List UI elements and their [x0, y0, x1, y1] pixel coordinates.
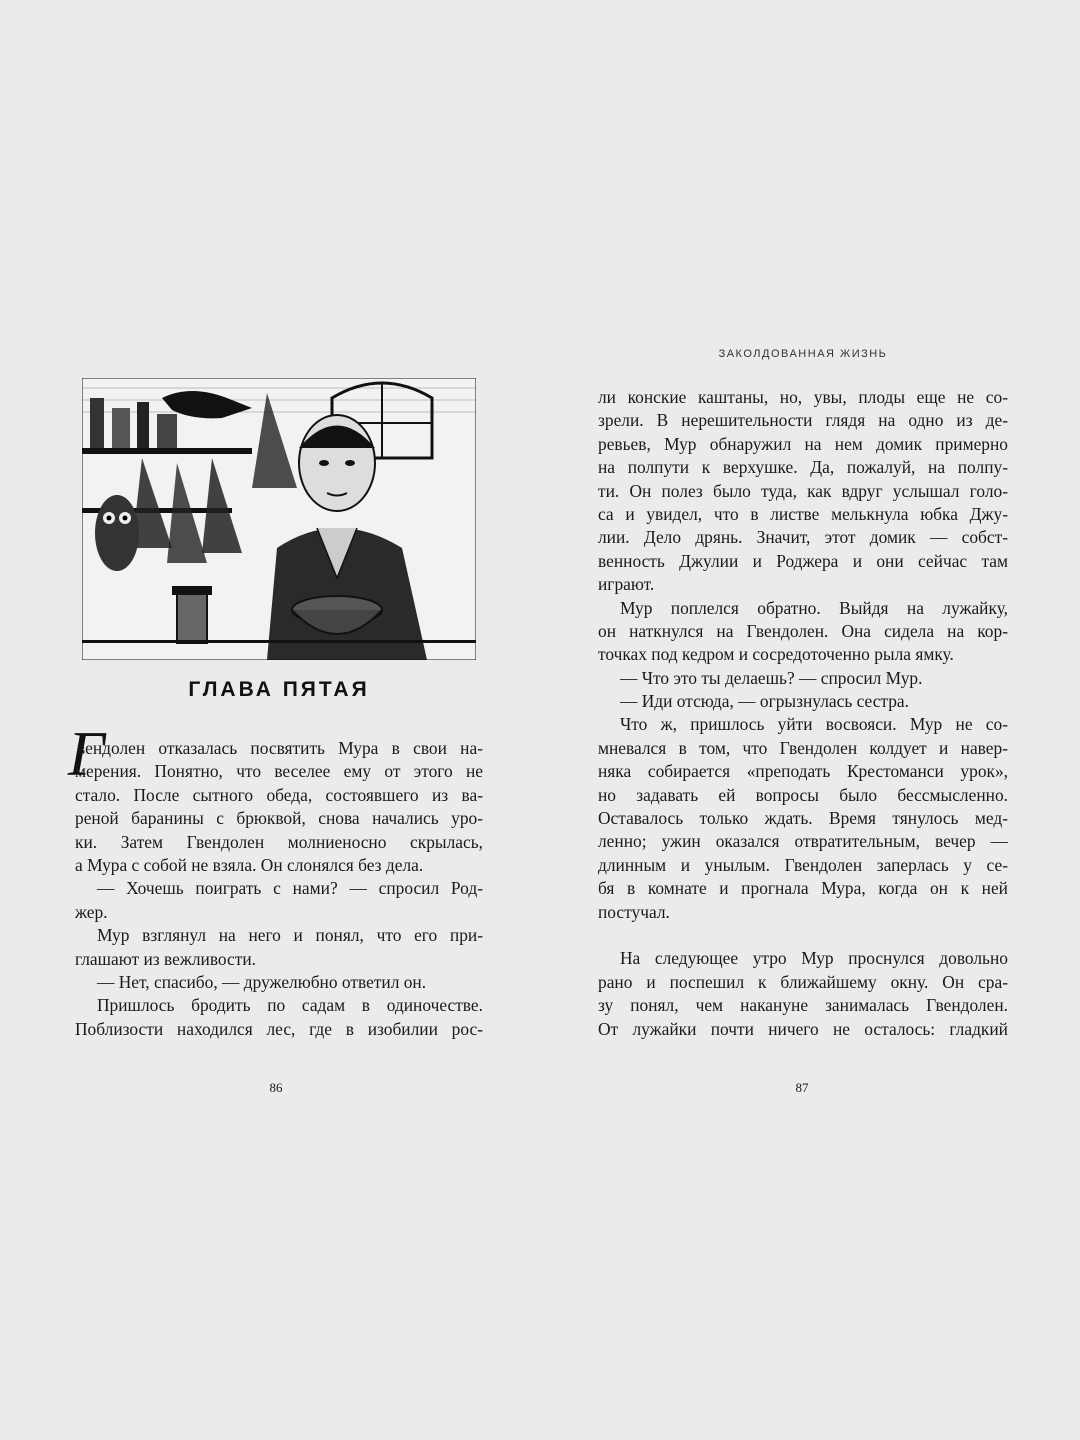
- text-line: стало. После сытного обеда, состоявшего из ва-: [75, 784, 483, 805]
- chapter-title: ГЛАВА ПЯТАЯ: [188, 678, 370, 701]
- text-line: мневался в том, что Гвендолен колдует и навер-: [598, 737, 1008, 758]
- text-line: От лужайки почти ничего не осталось: гладкий: [598, 1018, 1008, 1039]
- text-line: Оставалось только ждать. Время тянулось мед-: [598, 808, 1008, 829]
- text-line: Что ж, пришлось уйти восвояси. Мур не со-: [620, 714, 1008, 735]
- text-line: Поблизости находился лес, где в изобилии рос-: [75, 1018, 483, 1039]
- text-line: ли конские каштаны, но, увы, плоды еще не со-: [598, 387, 1008, 407]
- page-number-left: 86: [269, 1080, 283, 1095]
- text-line: реной баранины с брюквой, снова начались уро-: [75, 808, 483, 829]
- text-line: зрели. В нерешительности глядя на одно из де-: [598, 410, 1008, 431]
- text-line: — Хочешь поиграть с нами? — спросил Род-: [97, 878, 483, 899]
- text-line: — Что это ты делаешь? — спросил Мур.: [620, 667, 923, 688]
- text-line: ки. Затем Гвендолен молниеносно скрылась,: [75, 831, 483, 852]
- text-line: Мур взглянул на него и понял, что его при-: [97, 925, 483, 946]
- text-line: глашают из вежливости.: [75, 948, 257, 969]
- left-page-text: [75, 737, 483, 1041]
- chapter-illustration: [82, 378, 476, 660]
- text-line: мерения. Понятно, что веселее ему от этого не: [75, 761, 483, 782]
- text-line: длинным и унылым. Гвендолен заперлась у се-: [598, 854, 1008, 875]
- text-line: точках под кедром и сосредоточенно рыла ямку.: [598, 644, 954, 665]
- text-line: ревьев, Мур обнаружил на нем домик примерно: [598, 433, 1008, 454]
- text-line: рано и поспешил к ближайшему окну. Он сра-: [598, 971, 1008, 992]
- text-line: венность Джулии и Роджера и они сейчас там: [598, 550, 1008, 571]
- text-line: Мур поплелся обратно. Выйдя на лужайку,: [620, 597, 1008, 618]
- text-line: вендолен отказалась посвятить Мура в свои на-: [77, 738, 483, 758]
- text-line: няка собирается «преподать Крестоманси урок»,: [598, 761, 1008, 782]
- text-line: На следующее утро Мур проснулся довольно: [620, 948, 1008, 969]
- text-line: — Нет, спасибо, — дружелюбно ответил он.: [97, 971, 427, 992]
- text-line: са и увидел, что в листве мелькнула юбка Джу-: [598, 503, 1008, 524]
- text-line: лии. Дело дрянь. Значит, этот домик — собст-: [598, 527, 1008, 548]
- text-line: играют.: [598, 574, 655, 595]
- text-line: на полпути к верхушке. Да, пожалуй, на полпу-: [598, 457, 1008, 478]
- paragraph-gap: [598, 924, 1008, 947]
- text-line: постучал.: [598, 901, 670, 922]
- text-line: зу понял, чем накануне занималась Гвендолен.: [598, 995, 1008, 1016]
- right-page-text: [598, 386, 1008, 1041]
- text-line: жер.: [75, 901, 108, 922]
- page-number-right: 87: [795, 1080, 809, 1095]
- text-line: Пришлось бродить по садам в одиночестве.: [97, 995, 483, 1016]
- text-line: бя в комнате и прогнала Мура, когда он к ней: [598, 878, 1008, 899]
- text-line: он наткнулся на Гвендолен. Она сидела на кор-: [598, 620, 1008, 641]
- text-line: ти. Он полез было туда, как вдруг услышал голо-: [598, 480, 1008, 501]
- text-line: ленно; ужин оказался отвратительным, вечер —: [598, 831, 1008, 852]
- text-line: — Иди отсюда, — огрызнулась сестра.: [620, 691, 909, 712]
- running-head: ЗАКОЛДОВАННАЯ ЖИЗНЬ: [718, 348, 888, 360]
- text-line: но задавать ей вопросы было бессмысленно.: [598, 784, 1008, 805]
- drop-cap: Г: [68, 718, 105, 789]
- text-line: а Мура с собой не взяла. Он слонялся без дела.: [75, 854, 424, 875]
